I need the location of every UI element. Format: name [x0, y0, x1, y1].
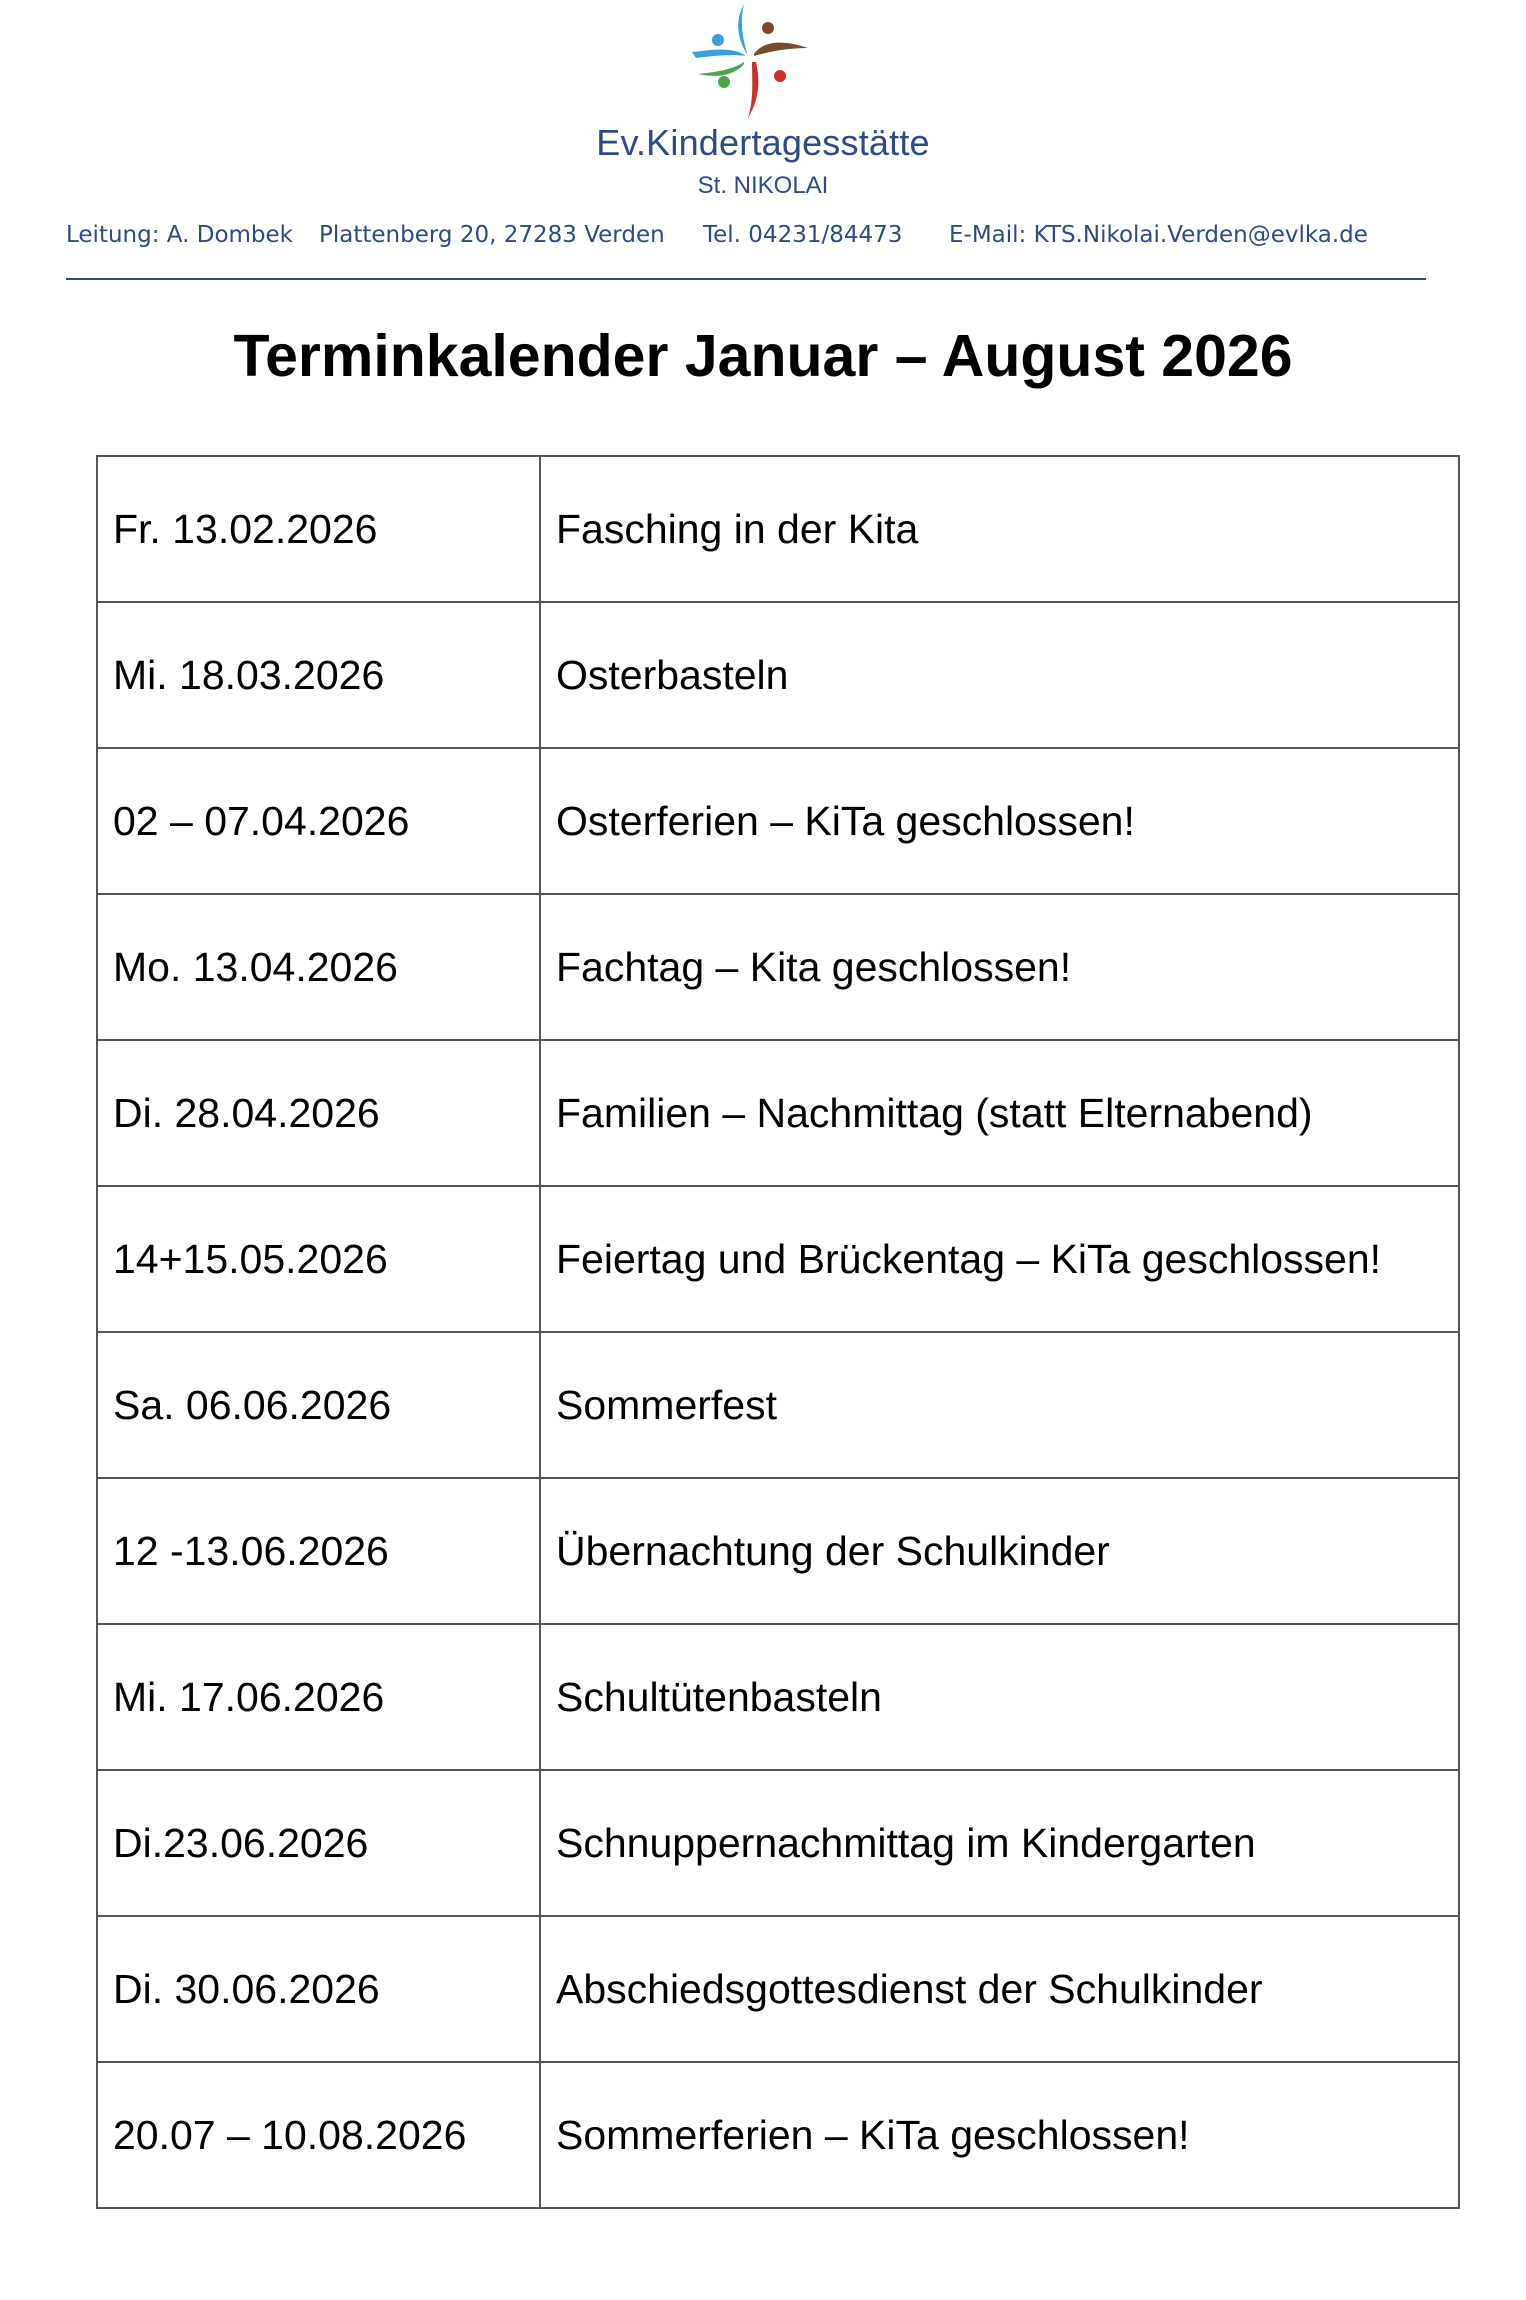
kita-logo-icon [688, 0, 812, 120]
contact-phone: Tel. 04231/84473 [703, 222, 903, 248]
table-row [97, 1186, 1459, 1332]
event-description: Fachtag – Kita geschlossen! [540, 894, 1459, 1040]
table-row [97, 1040, 1459, 1186]
logo-figure-red [748, 62, 786, 118]
event-date: 20.07 – 10.08.2026 [97, 2062, 540, 2208]
table-row [97, 1332, 1459, 1478]
page-title: Terminkalender Januar – August 2026 [233, 323, 1293, 389]
logo-figure-green [698, 62, 744, 88]
event-description: Schnuppernachmittag im Kindergarten [540, 1770, 1459, 1916]
event-date: 12 -13.06.2026 [97, 1478, 540, 1624]
event-date: Di. 30.06.2026 [97, 1916, 540, 2062]
event-date: Di.23.06.2026 [97, 1770, 540, 1916]
table-row [97, 894, 1459, 1040]
event-date: Sa. 06.06.2026 [97, 1332, 540, 1478]
event-description: Familien – Nachmittag (statt Elternabend) [540, 1040, 1459, 1186]
event-date: Fr. 13.02.2026 [97, 456, 540, 602]
table-row [97, 1478, 1459, 1624]
event-description: Schultütenbasteln [540, 1624, 1459, 1770]
event-date: Di. 28.04.2026 [97, 1040, 540, 1186]
event-description: Übernachtung der Schulkinder [540, 1478, 1459, 1624]
org-name: Ev.Kindertagesstätte [596, 122, 930, 163]
table-row [97, 2062, 1459, 2208]
table-row [97, 1770, 1459, 1916]
event-description: Sommerferien – KiTa geschlossen! [540, 2062, 1459, 2208]
event-date: Mo. 13.04.2026 [97, 894, 540, 1040]
events-table [96, 455, 1460, 2209]
table-row [97, 748, 1459, 894]
logo-figure-brown [754, 22, 808, 56]
event-description: Abschiedsgottesdienst der Schulkinder [540, 1916, 1459, 2062]
event-date: Mi. 18.03.2026 [97, 602, 540, 748]
event-date: Mi. 17.06.2026 [97, 1624, 540, 1770]
contact-address: Plattenberg 20, 27283 Verden [319, 222, 665, 248]
event-description: Osterbasteln [540, 602, 1459, 748]
contact-leitung: Leitung: A. Dombek [66, 222, 293, 248]
event-date: 14+15.05.2026 [97, 1186, 540, 1332]
table-row [97, 1624, 1459, 1770]
header-divider [66, 278, 1426, 280]
org-subtitle: St. NIKOLAI [697, 172, 829, 199]
event-description: Sommerfest [540, 1332, 1459, 1478]
event-date: 02 – 07.04.2026 [97, 748, 540, 894]
table-row [97, 456, 1459, 602]
event-description: Feiertag und Brückentag – KiTa geschlossen! [540, 1186, 1459, 1332]
logo-figure-blue [692, 4, 748, 58]
table-row [97, 1916, 1459, 2062]
table-row [97, 602, 1459, 748]
events-table-body [97, 456, 1459, 2208]
contact-email[interactable]: E-Mail: KTS.Nikolai.Verden@evlka.de [949, 222, 1368, 248]
event-description: Osterferien – KiTa geschlossen! [540, 748, 1459, 894]
event-description: Fasching in der Kita [540, 456, 1459, 602]
